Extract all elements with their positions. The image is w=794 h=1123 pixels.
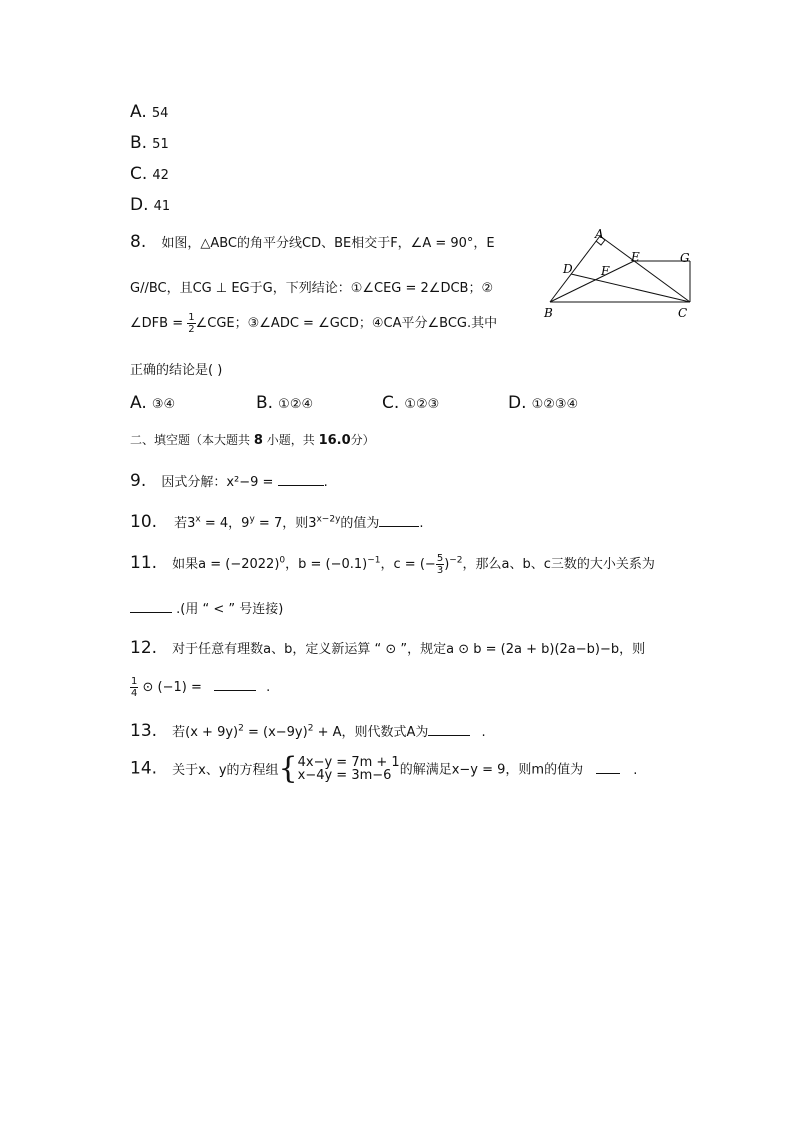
question-text: . bbox=[481, 725, 486, 740]
segment-ac bbox=[600, 236, 690, 302]
question-text: 如图，△ABC的角平分线CD、BE相交于F，∠A = 90°，E bbox=[161, 236, 495, 251]
fraction: $\frac{1}{4}$ bbox=[131, 676, 138, 699]
option-value: 51 bbox=[152, 137, 169, 152]
option-letter: C. bbox=[382, 393, 400, 413]
option-letter: A. bbox=[130, 102, 147, 122]
fraction: $\frac{5}{3}$ bbox=[436, 553, 444, 576]
answer-blank[interactable] bbox=[214, 679, 256, 691]
answer-blank[interactable] bbox=[379, 515, 419, 527]
equation-system bbox=[298, 756, 400, 782]
question-9 bbox=[130, 471, 328, 491]
option-letter: A. bbox=[130, 393, 147, 413]
answer-blank[interactable] bbox=[596, 762, 620, 774]
question-text: . bbox=[419, 516, 424, 531]
option-c bbox=[130, 164, 169, 184]
question-text: . bbox=[323, 475, 328, 490]
question-text: 若$3^x = 4$，$9^y = 7$，则$3^{x-2y}$的值为 bbox=[174, 514, 380, 531]
fraction bbox=[187, 312, 195, 335]
option-letter: B. bbox=[130, 133, 148, 153]
question-text: ∠CGE；③∠ADC = ∠GCD；④CA平分∠BCG.其中 bbox=[195, 316, 498, 331]
label-f: F bbox=[601, 264, 610, 278]
q8-option-c bbox=[382, 393, 439, 413]
option-a bbox=[130, 102, 168, 122]
question-number: 14. bbox=[130, 758, 158, 779]
option-value: ①②④ bbox=[278, 397, 314, 412]
section-text: 小题，共 bbox=[266, 433, 315, 447]
section-text: 二、填空题（本大题共 bbox=[130, 433, 251, 447]
question-12-line-2 bbox=[130, 676, 270, 699]
question-text: ⊙ (−1) = bbox=[142, 680, 202, 695]
option-value: ①②③ bbox=[404, 397, 440, 412]
answer-blank[interactable] bbox=[278, 474, 324, 486]
question-8-line-3 bbox=[130, 312, 497, 335]
label-e: E bbox=[631, 250, 640, 264]
section-score: 16.0 bbox=[318, 433, 351, 448]
label-g: G bbox=[680, 251, 690, 265]
label-a: A bbox=[595, 227, 604, 241]
section-count: 8 bbox=[253, 433, 263, 448]
question-11-line-2 bbox=[130, 598, 283, 617]
question-number: 11. bbox=[130, 553, 158, 573]
question-8-line-2: G//BC，且CG ⊥ EG于G，下列结论：①∠CEG = 2∠DCB；② bbox=[130, 281, 494, 296]
fraction-denominator: 2 bbox=[188, 324, 195, 335]
answer-blank[interactable] bbox=[130, 601, 172, 613]
section-text: 分） bbox=[350, 433, 375, 447]
question-text: ∠DFB = bbox=[130, 316, 184, 331]
option-b bbox=[130, 133, 169, 153]
left-brace: { bbox=[278, 751, 298, 786]
question-12 bbox=[130, 638, 645, 658]
question-text: . bbox=[633, 762, 638, 778]
segment-cd bbox=[571, 274, 690, 302]
question-14 bbox=[130, 751, 638, 786]
question-text: 关于x、y的方程组 bbox=[172, 762, 279, 778]
question-number: 10. bbox=[130, 512, 158, 532]
option-letter: D. bbox=[130, 195, 149, 215]
option-letter: D. bbox=[508, 393, 527, 413]
option-letter: B. bbox=[256, 393, 274, 413]
segment-ab bbox=[550, 236, 600, 302]
question-number: 8. bbox=[130, 232, 147, 252]
q8-option-d bbox=[508, 393, 578, 413]
option-value: ①②③④ bbox=[531, 397, 579, 412]
answer-blank[interactable] bbox=[428, 724, 470, 736]
fraction-numerator: 1 bbox=[188, 312, 195, 323]
question-number: 13. bbox=[130, 721, 158, 741]
geometry-figure bbox=[540, 225, 700, 325]
question-10 bbox=[130, 512, 424, 532]
option-value: 54 bbox=[151, 106, 169, 121]
question-text: 如果$a = (-2022)^0$，$b = (-0.1)^{-1}$，c = (− $\frac{5}{3}$ )$^{-2}$，那么a、b、c三数的大小关系为 bbox=[172, 553, 655, 576]
question-text: 因式分解：x²−9 = bbox=[161, 475, 278, 490]
question-13 bbox=[130, 721, 486, 741]
option-letter: C. bbox=[130, 164, 148, 184]
label-b: B bbox=[544, 306, 553, 320]
question-text: . bbox=[266, 680, 271, 695]
question-number: 9. bbox=[130, 471, 147, 491]
question-text: 的解满足x−y = 9，则m的值为 bbox=[399, 762, 584, 778]
label-c: C bbox=[678, 306, 688, 320]
label-d: D bbox=[563, 262, 573, 276]
equation-2: x−4y = 3m−6 bbox=[297, 768, 392, 783]
question-text: .(用 “ < ” 号连接) bbox=[176, 602, 284, 617]
question-number: 12. bbox=[130, 638, 158, 658]
question-8-line-1 bbox=[130, 232, 495, 252]
question-text: 若$(x + 9y)^2 = (x-9y)^2 + A$，则代数式A为 bbox=[172, 723, 429, 740]
option-d bbox=[130, 195, 170, 215]
section-heading bbox=[130, 431, 375, 448]
equation-1: 4x−y = 7m + 1 bbox=[297, 755, 400, 770]
question-11 bbox=[130, 553, 655, 576]
option-value: ③④ bbox=[151, 397, 176, 412]
option-value: 42 bbox=[152, 168, 169, 183]
question-text: 对于任意有理数a、b，定义新运算 “ ⊙ ”，规定a ⊙ b = (2a + b)(2a−b)−b，则 bbox=[172, 642, 646, 657]
option-value: 41 bbox=[153, 199, 171, 214]
q8-option-a bbox=[130, 393, 175, 413]
question-8-line-4: 正确的结论是( ) bbox=[130, 363, 223, 378]
q8-option-b bbox=[256, 393, 313, 413]
